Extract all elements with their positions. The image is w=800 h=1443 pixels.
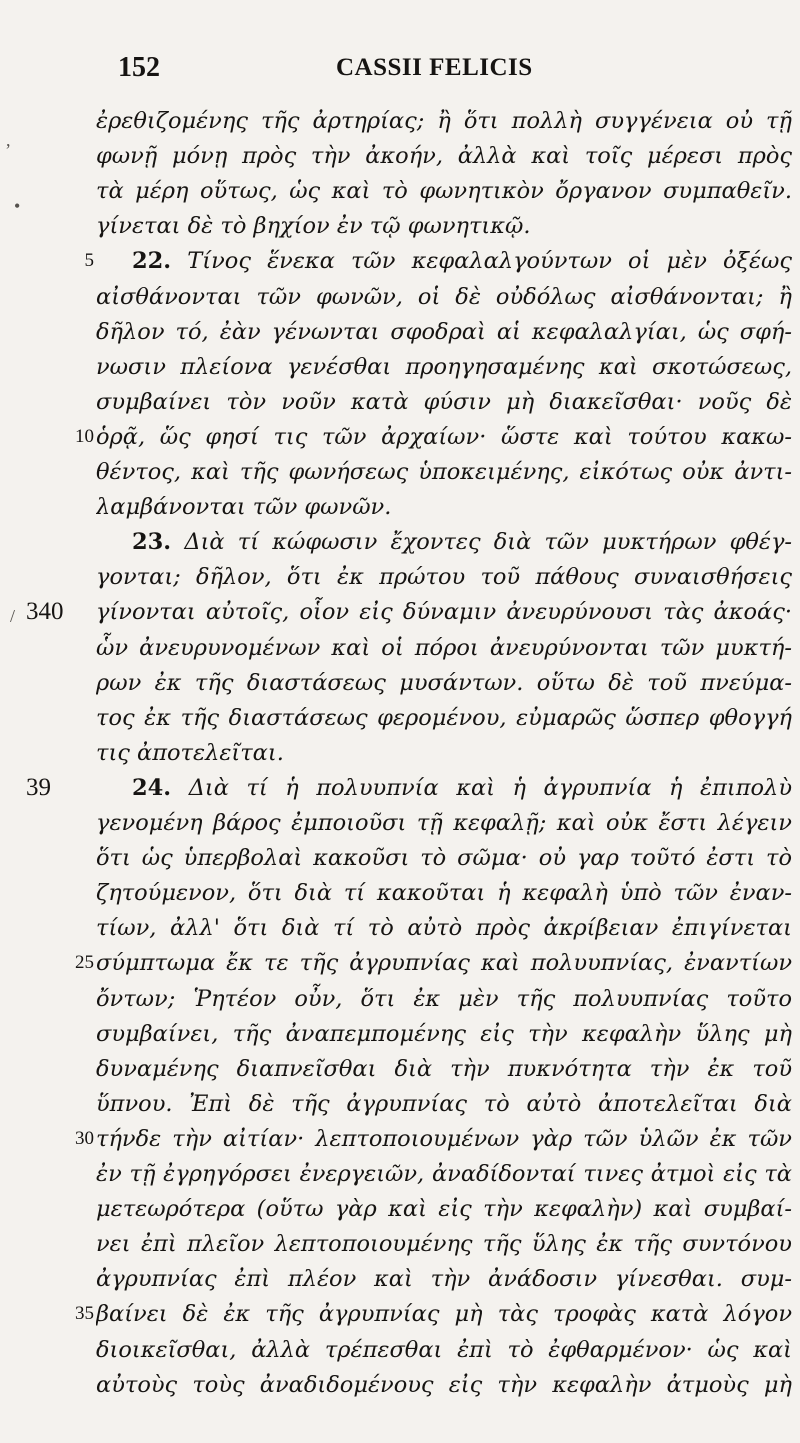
line-text: τίων, ἀλλ' ὅτι διὰ τί τὸ αὐτὸ πρὸς ἀκρίβειαν ἐπιγίνεται [96,915,792,941]
line-text: νωσιν πλείονα γενέσθαι προηγησαμένης καὶ σκοτώσεως, [96,354,792,380]
section-number: 24. [132,775,172,801]
line-text: Διὰ τί κώφωσιν ἔχοντες διὰ τῶν μυκτήρων φθέγ- [184,529,792,555]
line-text: τὰ μέρη οὕτως, ὡς καὶ τὸ φωνητικὸν ὄργανον συμπαθεῖν. [96,178,792,204]
line-text: τος ἐκ τῆς διαστάσεως φερομένου, εὐμαρῶς ὥσπερ φθογγή [96,705,792,731]
text-line [96,139,792,173]
text-line [96,455,792,489]
text-line [96,1192,792,1226]
text-line [96,911,792,945]
text-line [96,595,792,629]
line-text: βαίνει δὲ ἐκ τῆς ἀγρυπνίας μὴ τὰς τροφὰς κατὰ λόγον [96,1301,792,1327]
page-header [118,52,778,92]
text-line [96,420,792,454]
text-line [96,946,792,980]
line-text: διοικεῖσθαι, ἀλλὰ τρέπεσθαι ἐπὶ τὸ ἐφθαρμένον· ὡς καὶ [96,1337,792,1363]
line-text: γίνονται αὐτοῖς, οἷον εἰς δύναμιν ἀνευρύνουσι τὰς ἀκοάς· [96,599,792,625]
line-number: 340 [26,598,64,625]
line-text: θέντος, καὶ τῆς φωνήσεως ὑποκειμένης, εἰκότως οὐκ ἀντι- [96,459,792,485]
line-number: 39 [26,774,51,801]
running-head: CASSII FELICIS [336,54,533,81]
text-line [96,280,792,314]
line-text: ὄντων; Ῥητέον οὖν, ὅτι ἐκ μὲν τῆς πολυυπνίας τοῦτο [96,986,792,1012]
margin-mark: , [6,130,11,150]
line-text: σύμπτωμα ἔκ τε τῆς ἀγρυπνίας καὶ πολυυπνίας, ἐναντίων [96,950,792,976]
line-text: ἀγρυπνίας ἐπὶ πλέον καὶ τὴν ἀνάδοσιν γίνεσθαι. συμ- [96,1266,792,1292]
text-line [96,1087,792,1121]
text-line [96,1297,792,1331]
line-text: δυναμένης διαπνεῖσθαι διὰ τὴν πυκνότητα τὴν ἐκ τοῦ [96,1056,792,1082]
text-line [96,525,792,559]
line-text: ρων ἐκ τῆς διαστάσεως μυσάντων. οὕτω δὲ τοῦ πνεύμα- [96,670,792,696]
text-line [96,1227,792,1261]
line-number: 25 [75,952,94,973]
line-text: μετεωρότερα (οὕτω γὰρ καὶ εἰς τὴν κεφαλὴν) καὶ συμβαί- [96,1196,792,1222]
text-line [96,1262,792,1296]
text-line [96,104,792,138]
line-text: τήνδε τὴν αἰτίαν· λεπτοποιουμένων γὰρ τῶν ὑλῶν ἐκ τῶν [96,1126,792,1152]
text-line [96,666,792,700]
text-line [96,1122,792,1156]
line-number: 35 [75,1303,94,1324]
line-text: ὕπνου. Ἐπὶ δὲ τῆς ἀγρυπνίας τὸ αὐτὸ ἀποτελεῖται διὰ [96,1091,792,1117]
line-number: 5 [84,250,94,271]
line-text: γονται; δῆλον, ὅτι ἐκ πρώτου τοῦ πάθους συναισθήσεις [96,564,792,590]
line-text: αὐτοὺς τοὺς ἀναδιδομένους εἰς τὴν κεφαλὴν ἀτμοὺς μὴ [96,1372,792,1398]
line-text: Τίνος ἕνεκα τῶν κεφαλαλγούντων οἱ μὲν ὀξέως [187,248,792,274]
page-number: 152 [118,52,160,83]
text-line [96,244,792,278]
text-line [96,1157,792,1191]
margin-mark: / [10,606,16,626]
text-line [96,490,792,524]
text-line [96,806,792,840]
text-line [96,701,792,735]
text-line [96,876,792,910]
line-text: ζητούμενον, ὅτι διὰ τί κακοῦται ἡ κεφαλὴ ὑπὸ τῶν ἐναν- [96,880,792,906]
line-text: αἰσθάνονται τῶν φωνῶν, οἱ δὲ οὐδόλως αἰσθάνονται; ἢ [96,284,792,310]
text-line [96,315,792,349]
line-text: τις ἀποτελεῖται. [96,740,284,766]
line-text: Διὰ τί ἡ πολυυπνία καὶ ἡ ἀγρυπνία ἡ ἐπιπολὺ [188,775,792,801]
text-line [96,1052,792,1086]
line-text: λαμβάνονται τῶν φωνῶν. [96,494,392,520]
line-number: 10 [75,426,94,447]
section-number: 23. [132,529,172,555]
text-line [96,631,792,665]
text-line [96,560,792,594]
line-text: νει ἐπὶ πλεῖον λεπτοποιουμένης τῆς ὕλης ἐκ τῆς συντόνου [96,1231,792,1257]
line-number: 30 [75,1128,94,1149]
section-number: 22. [132,248,172,274]
text-line [96,771,792,805]
line-text: ὁρᾷ, ὥς φησί τις τῶν ἀρχαίων· ὥστε καὶ τούτου κακω- [96,424,792,450]
line-text: δῆλον τό, ἐὰν γένωνται σφοδραὶ αἱ κεφαλαλγίαι, ὡς σφή- [96,319,792,345]
line-text: συμβαίνει, τῆς ἀναπεμπομένης εἰς τὴν κεφαλὴν ὕλης μὴ [96,1021,792,1047]
text-line [96,982,792,1016]
line-text: ἐρεθιζομένης τῆς ἀρτηρίας; ἢ ὅτι πολλὴ συγγένεια οὐ τῇ [96,108,792,134]
line-text: ὧν ἀνευρυνομένων καὶ οἱ πόροι ἀνευρύνονται τῶν μυκτή- [96,635,792,661]
line-text: φωνῇ μόνῃ πρὸς τὴν ἀκοήν, ἀλλὰ καὶ τοῖς μέρεσι πρὸς [96,143,792,169]
text-line [96,174,792,208]
text-line [96,1368,792,1402]
line-text: γίνεται δὲ τὸ βηχίον ἐν τῷ φωνητικῷ. [96,213,531,239]
text-line [96,385,792,419]
line-text: ὅτι ὡς ὑπερβολαὶ κακοῦσι τὸ σῶμα· οὐ γαρ τοῦτό ἐστι τὸ [96,845,792,871]
margin-mark: • [14,196,21,216]
text-line [96,350,792,384]
text-line [96,841,792,875]
line-text: γενομένη βάρος ἐμποιοῦσι τῇ κεφαλῇ; καὶ οὐκ ἔστι λέγειν [96,810,792,836]
line-text: ἐν τῇ ἐγρηγόρσει ἐνεργειῶν, ἀναδίδονταί τινες ἀτμοὶ εἰς τὰ [96,1161,792,1187]
text-line [96,1017,792,1051]
text-line [96,736,792,770]
line-text: συμβαίνει τὸν νοῦν κατὰ φύσιν μὴ διακεῖσθαι· νοῦς δὲ [96,389,792,415]
text-line [96,209,792,243]
text-line [96,1333,792,1367]
